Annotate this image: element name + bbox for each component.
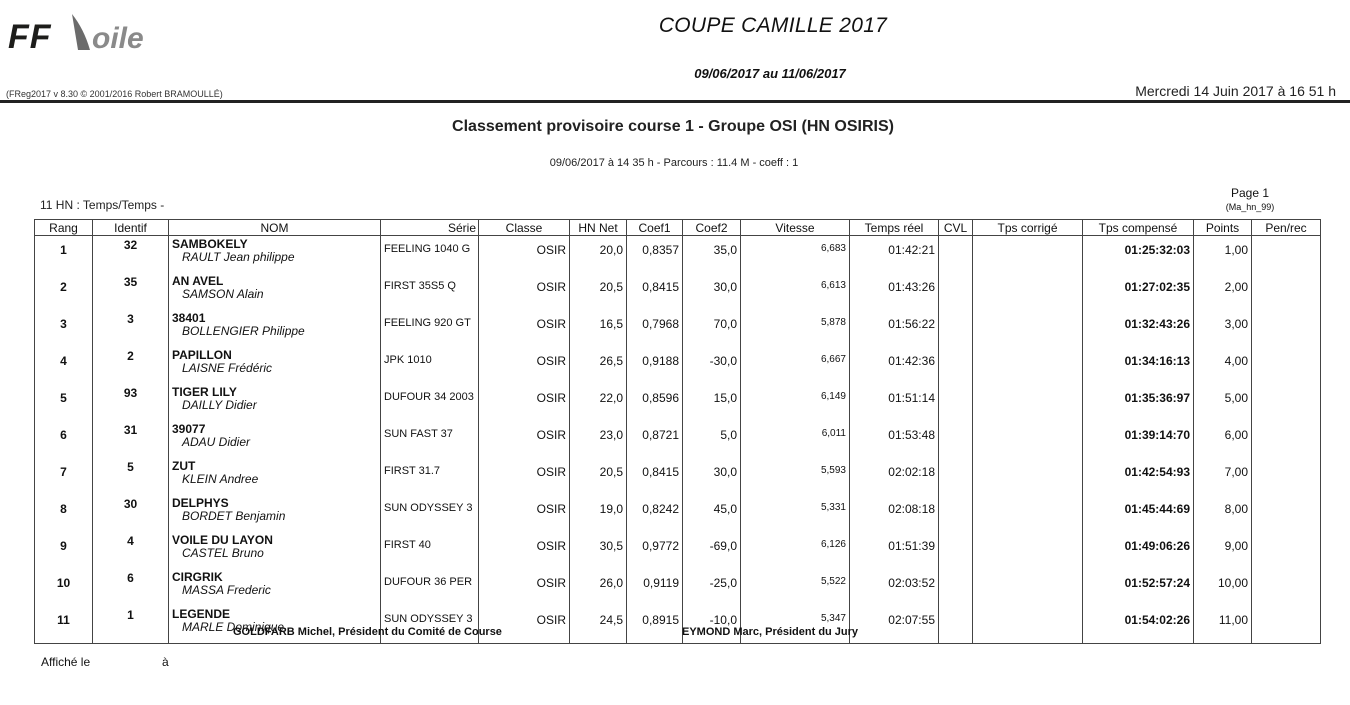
- cell-hn-net: 20,5: [570, 458, 627, 495]
- cell-rang: 11: [35, 606, 93, 644]
- cell-pen-rec: [1252, 495, 1321, 532]
- cell-points: 11,00: [1194, 606, 1252, 644]
- posted-label: Affiché le: [41, 655, 91, 669]
- cell-tps-corrige: [973, 273, 1083, 310]
- cell-vitesse: 5,593: [741, 458, 850, 495]
- table-row: [35, 532, 1321, 569]
- header-rang: Rang: [35, 220, 93, 236]
- skipper-name: MARLE Dominique: [182, 620, 285, 634]
- cell-points: 8,00: [1194, 495, 1252, 532]
- cell-rang: 2: [35, 273, 93, 310]
- skipper-name: MASSA Frederic: [182, 583, 271, 597]
- cell-tps-compense: 01:32:43:26: [1083, 310, 1194, 347]
- cell-tps-compense: 01:52:57:24: [1083, 569, 1194, 606]
- cell-nom: [169, 273, 381, 310]
- page-code: (Ma_hn_99): [1225, 202, 1275, 212]
- cell-tps-corrige: [973, 458, 1083, 495]
- boat-name: AN AVEL: [172, 274, 224, 288]
- header-classe: Classe: [479, 220, 570, 236]
- cell-hn-net: 26,0: [570, 569, 627, 606]
- cell-identif: 4: [93, 532, 169, 569]
- cell-cvl: [939, 495, 973, 532]
- cell-points: 1,00: [1194, 236, 1252, 274]
- software-copyright: (FReg2017 v 8.30 © 2001/2016 Robert BRAMOULLÉ): [6, 89, 223, 99]
- cell-tps-compense: 01:54:02:26: [1083, 606, 1194, 644]
- table-row: [35, 273, 1321, 310]
- skipper-name: LAISNE Frédéric: [182, 361, 273, 375]
- cell-vitesse: 5,347: [741, 606, 850, 644]
- cell-hn-net: 19,0: [570, 495, 627, 532]
- cell-nom: [169, 310, 381, 347]
- cell-nom: [169, 236, 381, 274]
- cell-hn-net: 20,5: [570, 273, 627, 310]
- cell-identif: 6: [93, 569, 169, 606]
- cell-tps-compense: 01:39:14:70: [1083, 421, 1194, 458]
- cell-coef2: 30,0: [683, 458, 741, 495]
- skipper-name: SAMSON Alain: [182, 287, 264, 301]
- cell-temps-reel: 01:42:21: [850, 236, 939, 274]
- table-row: [35, 310, 1321, 347]
- cell-pen-rec: [1252, 532, 1321, 569]
- header-vitesse: Vitesse: [741, 220, 850, 236]
- cell-pen-rec: [1252, 458, 1321, 495]
- cell-coef1: 0,7968: [627, 310, 683, 347]
- cell-points: 4,00: [1194, 347, 1252, 384]
- cell-rang: 4: [35, 347, 93, 384]
- cell-pen-rec: [1252, 569, 1321, 606]
- cell-identif: 31: [93, 421, 169, 458]
- cell-identif: 1: [93, 606, 169, 644]
- jury-signature: EYMOND Marc, Président du Jury: [682, 626, 859, 638]
- cell-classe: OSIR: [479, 273, 570, 310]
- cell-coef2: -69,0: [683, 532, 741, 569]
- cell-temps-reel: 02:08:18: [850, 495, 939, 532]
- cell-cvl: [939, 347, 973, 384]
- cell-nom: [169, 421, 381, 458]
- cell-temps-reel: 01:42:36: [850, 347, 939, 384]
- cell-vitesse: 6,683: [741, 236, 850, 274]
- cell-hn-net: 20,0: [570, 236, 627, 274]
- cell-temps-reel: 02:07:55: [850, 606, 939, 644]
- cell-classe: OSIR: [479, 569, 570, 606]
- cell-vitesse: 5,522: [741, 569, 850, 606]
- cell-identif: 2: [93, 347, 169, 384]
- cell-nom: [169, 384, 381, 421]
- cell-classe: OSIR: [479, 458, 570, 495]
- table-row: [35, 569, 1321, 606]
- cell-serie: DUFOUR 36 PER: [381, 569, 479, 606]
- cell-nom: [169, 347, 381, 384]
- header-cvl: CVL: [939, 220, 973, 236]
- cell-tps-corrige: [973, 310, 1083, 347]
- cell-rang: 3: [35, 310, 93, 347]
- cell-coef2: 45,0: [683, 495, 741, 532]
- cell-points: 5,00: [1194, 384, 1252, 421]
- cell-classe: OSIR: [479, 310, 570, 347]
- cell-nom: [169, 532, 381, 569]
- cell-coef2: 15,0: [683, 384, 741, 421]
- cell-serie: SUN ODYSSEY 3: [381, 495, 479, 532]
- cell-temps-reel: 01:43:26: [850, 273, 939, 310]
- cell-nom: [169, 458, 381, 495]
- cell-temps-reel: 01:56:22: [850, 310, 939, 347]
- cell-coef2: -25,0: [683, 569, 741, 606]
- header-identif: Identif: [93, 220, 169, 236]
- header-tps-compense: Tps compensé: [1083, 220, 1194, 236]
- cell-classe: OSIR: [479, 606, 570, 644]
- table-header-row: [35, 220, 1321, 236]
- cell-coef1: 0,9188: [627, 347, 683, 384]
- boat-name: DELPHYS: [172, 496, 229, 510]
- cell-points: 9,00: [1194, 532, 1252, 569]
- cell-tps-compense: 01:34:16:13: [1083, 347, 1194, 384]
- table-row: [35, 606, 1321, 644]
- cell-tps-corrige: [973, 347, 1083, 384]
- cell-pen-rec: [1252, 236, 1321, 274]
- cell-hn-net: 24,5: [570, 606, 627, 644]
- cell-classe: OSIR: [479, 347, 570, 384]
- cell-rang: 1: [35, 236, 93, 274]
- skipper-name: RAULT Jean philippe: [182, 250, 295, 264]
- cell-cvl: [939, 458, 973, 495]
- table-row: [35, 384, 1321, 421]
- header-points: Points: [1194, 220, 1252, 236]
- cell-points: 10,00: [1194, 569, 1252, 606]
- cell-temps-reel: 02:03:52: [850, 569, 939, 606]
- cell-coef2: 30,0: [683, 273, 741, 310]
- page-title: COUPE CAMILLE 2017: [658, 14, 888, 37]
- cell-tps-corrige: [973, 236, 1083, 274]
- cell-tps-corrige: [973, 421, 1083, 458]
- cell-tps-corrige: [973, 495, 1083, 532]
- cell-cvl: [939, 569, 973, 606]
- header-temps-reel: Temps réel: [850, 220, 939, 236]
- hn-count: 11 HN : Temps/Temps -: [40, 198, 165, 212]
- cell-serie: SUN FAST 37: [381, 421, 479, 458]
- cell-cvl: [939, 273, 973, 310]
- boat-name: TIGER LILY: [172, 385, 237, 399]
- cell-tps-compense: 01:25:32:03: [1083, 236, 1194, 274]
- cell-temps-reel: 01:51:39: [850, 532, 939, 569]
- cell-rang: 6: [35, 421, 93, 458]
- skipper-name: BORDET Benjamin: [182, 509, 286, 523]
- cell-serie: FIRST 35S5 Q: [381, 273, 479, 310]
- cell-serie: FEELING 920 GT: [381, 310, 479, 347]
- cell-tps-corrige: [973, 606, 1083, 644]
- event-dates: 09/06/2017 au 11/06/2017: [694, 66, 846, 81]
- cell-cvl: [939, 606, 973, 644]
- cell-coef2: -30,0: [683, 347, 741, 384]
- cell-cvl: [939, 236, 973, 274]
- table-row: [35, 458, 1321, 495]
- race-info: 09/06/2017 à 14 35 h - Parcours : 11.4 M - coeff : 1: [549, 157, 799, 169]
- cell-coef2: -10,0: [683, 606, 741, 644]
- table-row: [35, 236, 1321, 274]
- cell-coef1: 0,8415: [627, 273, 683, 310]
- cell-rang: 5: [35, 384, 93, 421]
- cell-pen-rec: [1252, 347, 1321, 384]
- header-nom: NOM: [169, 220, 381, 236]
- skipper-name: KLEIN Andree: [182, 472, 259, 486]
- ranking-subtitle: Classement provisoire course 1 - Groupe OSI (HN OSIRIS): [452, 118, 894, 135]
- cell-hn-net: 22,0: [570, 384, 627, 421]
- cell-temps-reel: 01:51:14: [850, 384, 939, 421]
- cell-pen-rec: [1252, 421, 1321, 458]
- cell-hn-net: 30,5: [570, 532, 627, 569]
- table-row: [35, 495, 1321, 532]
- page-number: Page 1: [1230, 186, 1270, 200]
- cell-classe: OSIR: [479, 421, 570, 458]
- cell-serie: DUFOUR 34 2003: [381, 384, 479, 421]
- header-coef2: Coef2: [683, 220, 741, 236]
- cell-cvl: [939, 384, 973, 421]
- header-coef1: Coef1: [627, 220, 683, 236]
- cell-tps-compense: 01:42:54:93: [1083, 458, 1194, 495]
- cell-identif: 93: [93, 384, 169, 421]
- cell-coef2: 70,0: [683, 310, 741, 347]
- cell-coef2: 35,0: [683, 236, 741, 274]
- cell-classe: OSIR: [479, 532, 570, 569]
- header-tps-corrige: Tps corrigé: [973, 220, 1083, 236]
- cell-coef1: 0,8721: [627, 421, 683, 458]
- cell-rang: 10: [35, 569, 93, 606]
- cell-rang: 9: [35, 532, 93, 569]
- header-hn-net: HN Net: [570, 220, 627, 236]
- skipper-name: BOLLENGIER Philippe: [182, 324, 305, 338]
- results-table: [34, 219, 1321, 644]
- cell-hn-net: 26,5: [570, 347, 627, 384]
- cell-coef1: 0,8242: [627, 495, 683, 532]
- cell-tps-corrige: [973, 532, 1083, 569]
- cell-points: 7,00: [1194, 458, 1252, 495]
- cell-vitesse: 6,667: [741, 347, 850, 384]
- cell-vitesse: 5,878: [741, 310, 850, 347]
- cell-nom: [169, 495, 381, 532]
- boat-name: LEGENDE: [172, 607, 231, 621]
- cell-vitesse: 6,613: [741, 273, 850, 310]
- cell-coef1: 0,8915: [627, 606, 683, 644]
- svg-text:FF: FF: [8, 18, 52, 56]
- cell-pen-rec: [1252, 606, 1321, 644]
- cell-cvl: [939, 532, 973, 569]
- boat-name: 38401: [172, 311, 206, 325]
- cell-tps-compense: 01:27:02:35: [1083, 273, 1194, 310]
- skipper-name: ADAU Didier: [182, 435, 251, 449]
- cell-vitesse: 6,011: [741, 421, 850, 458]
- cell-tps-compense: 01:49:06:26: [1083, 532, 1194, 569]
- cell-hn-net: 23,0: [570, 421, 627, 458]
- cell-points: 6,00: [1194, 421, 1252, 458]
- skipper-name: DAILLY Didier: [182, 398, 257, 412]
- cell-temps-reel: 02:02:18: [850, 458, 939, 495]
- cell-coef2: 5,0: [683, 421, 741, 458]
- cell-rang: 7: [35, 458, 93, 495]
- print-date: Mercredi 14 Juin 2017 à 16 51 h: [1135, 83, 1336, 99]
- cell-classe: OSIR: [479, 495, 570, 532]
- cell-coef1: 0,8596: [627, 384, 683, 421]
- boat-name: VOILE DU LAYON: [172, 533, 273, 547]
- cell-vitesse: 6,149: [741, 384, 850, 421]
- cell-classe: OSIR: [479, 384, 570, 421]
- cell-serie: FIRST 31.7: [381, 458, 479, 495]
- cell-points: 3,00: [1194, 310, 1252, 347]
- header-divider: [0, 100, 1350, 103]
- boat-name: CIRGRIK: [172, 570, 223, 584]
- cell-serie: FIRST 40: [381, 532, 479, 569]
- cell-nom: [169, 569, 381, 606]
- cell-identif: 30: [93, 495, 169, 532]
- cell-identif: 3: [93, 310, 169, 347]
- cell-identif: 5: [93, 458, 169, 495]
- boat-name: 39077: [172, 422, 206, 436]
- boat-name: PAPILLON: [172, 348, 232, 362]
- posted-at-label: à: [162, 655, 169, 669]
- cell-serie: JPK 1010: [381, 347, 479, 384]
- cell-coef1: 0,9772: [627, 532, 683, 569]
- cell-classe: OSIR: [479, 236, 570, 274]
- cell-points: 2,00: [1194, 273, 1252, 310]
- skipper-name: CASTEL Bruno: [182, 546, 264, 560]
- boat-name: ZUT: [172, 459, 196, 473]
- cell-temps-reel: 01:53:48: [850, 421, 939, 458]
- cell-vitesse: 6,126: [741, 532, 850, 569]
- cell-identif: 35: [93, 273, 169, 310]
- cell-cvl: [939, 310, 973, 347]
- header-serie: Série: [381, 220, 479, 236]
- cell-pen-rec: [1252, 273, 1321, 310]
- header-pen-rec: Pen/rec: [1252, 220, 1321, 236]
- cell-vitesse: 5,331: [741, 495, 850, 532]
- cell-tps-compense: 01:45:44:69: [1083, 495, 1194, 532]
- cell-rang: 8: [35, 495, 93, 532]
- cell-hn-net: 16,5: [570, 310, 627, 347]
- cell-pen-rec: [1252, 310, 1321, 347]
- cell-tps-compense: 01:35:36:97: [1083, 384, 1194, 421]
- race-committee-signature: GOLDFARB Michel, Président du Comité de Course: [233, 626, 502, 638]
- svg-text:oile: oile: [92, 22, 144, 55]
- cell-coef1: 0,8415: [627, 458, 683, 495]
- cell-cvl: [939, 421, 973, 458]
- cell-coef1: 0,8357: [627, 236, 683, 274]
- cell-tps-corrige: [973, 569, 1083, 606]
- cell-coef1: 0,9119: [627, 569, 683, 606]
- cell-serie: FEELING 1040 G: [381, 236, 479, 274]
- cell-identif: 32: [93, 236, 169, 274]
- table-row: [35, 347, 1321, 384]
- boat-name: SAMBOKELY: [172, 237, 248, 251]
- table-row: [35, 421, 1321, 458]
- cell-pen-rec: [1252, 384, 1321, 421]
- cell-tps-corrige: [973, 384, 1083, 421]
- cell-serie: SUN ODYSSEY 3: [381, 606, 479, 644]
